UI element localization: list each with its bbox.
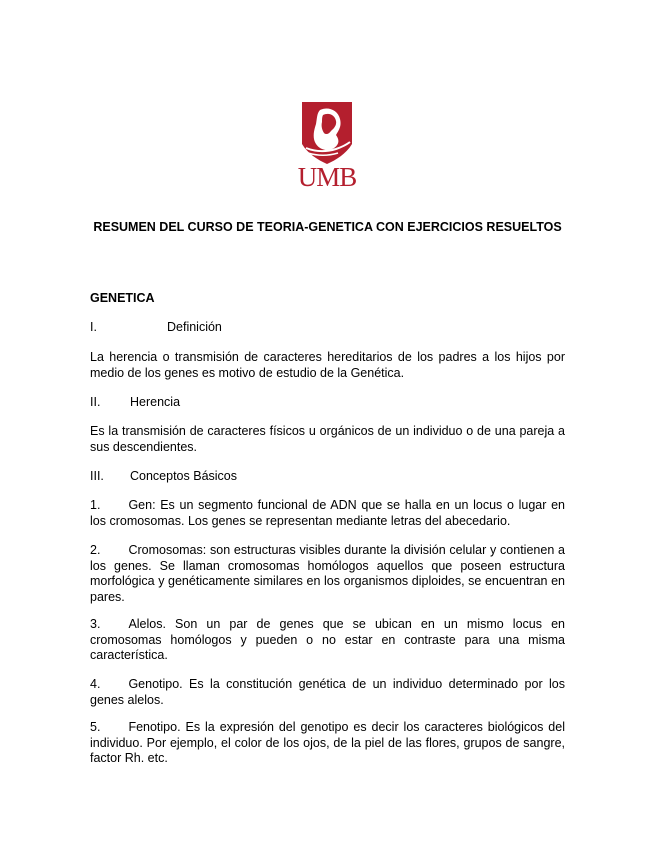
heading-label: Herencia <box>130 395 181 409</box>
paragraph-definicion: La herencia o transmisión de caracteres hereditarios de los padres a los hijos por medio de los genes es motivo de estudio de la Genética. <box>90 350 565 380</box>
document-title: RESUMEN DEL CURSO DE TEORIA-GENETICA CON EJERCICIOS RESUELTOS <box>93 220 562 234</box>
concept-genotipo <box>90 677 565 708</box>
heading-label: Conceptos Básicos <box>130 469 238 483</box>
heading-number: III. <box>90 469 104 483</box>
concept-text: Alelos. Son un par de genes que se ubican en un mismo locus en cromosomas homólogos y pueden o no estar en contraste para una misma característica. <box>90 617 565 662</box>
concept-cromosomas <box>90 543 565 605</box>
concept-number: 4. <box>90 677 101 691</box>
heading-number: I. <box>90 320 97 334</box>
umb-logo <box>296 100 358 192</box>
concept-gen <box>90 498 565 529</box>
concept-number: 2. <box>90 543 101 557</box>
concept-alelos <box>90 617 565 664</box>
concept-text: Cromosomas: son estructuras visibles durante la división celular y contienen a los genes. Se llaman cromosomas homólogos aquellos que poseen estructura morfológica y genéticamente similares en los organismos diploides, se encuentran en pares. <box>90 543 565 604</box>
concept-text: Genotipo. Es la constitución genética de un individuo determinado por los genes alelos. <box>90 677 565 707</box>
concept-number: 1. <box>90 498 101 512</box>
concept-number: 3. <box>90 617 101 631</box>
heading-label: Definición <box>167 320 222 334</box>
concept-number: 5. <box>90 720 101 734</box>
paragraph-herencia: Es la transmisión de caracteres físicos u orgánicos de un individuo o de una pareja a sus descendientes. <box>90 424 565 454</box>
concept-fenotipo <box>90 720 565 767</box>
concept-text: Fenotipo. Es la expresión del genotipo es decir los caracteres biológicos del individuo. Por ejemplo, el color de los ojos, de la piel de las flores, grupos de sangre, factor Rh. etc. <box>90 720 565 765</box>
heading-number: II. <box>90 395 101 409</box>
section-title: GENETICA <box>90 291 155 305</box>
logo-text: UMB <box>297 162 357 192</box>
concept-text: Gen: Es un segmento funcional de ADN que se halla en un locus o lugar en los cromosomas. Los genes se representan mediante letras del abecedario. <box>90 498 565 528</box>
umb-emblem-icon <box>296 100 358 166</box>
